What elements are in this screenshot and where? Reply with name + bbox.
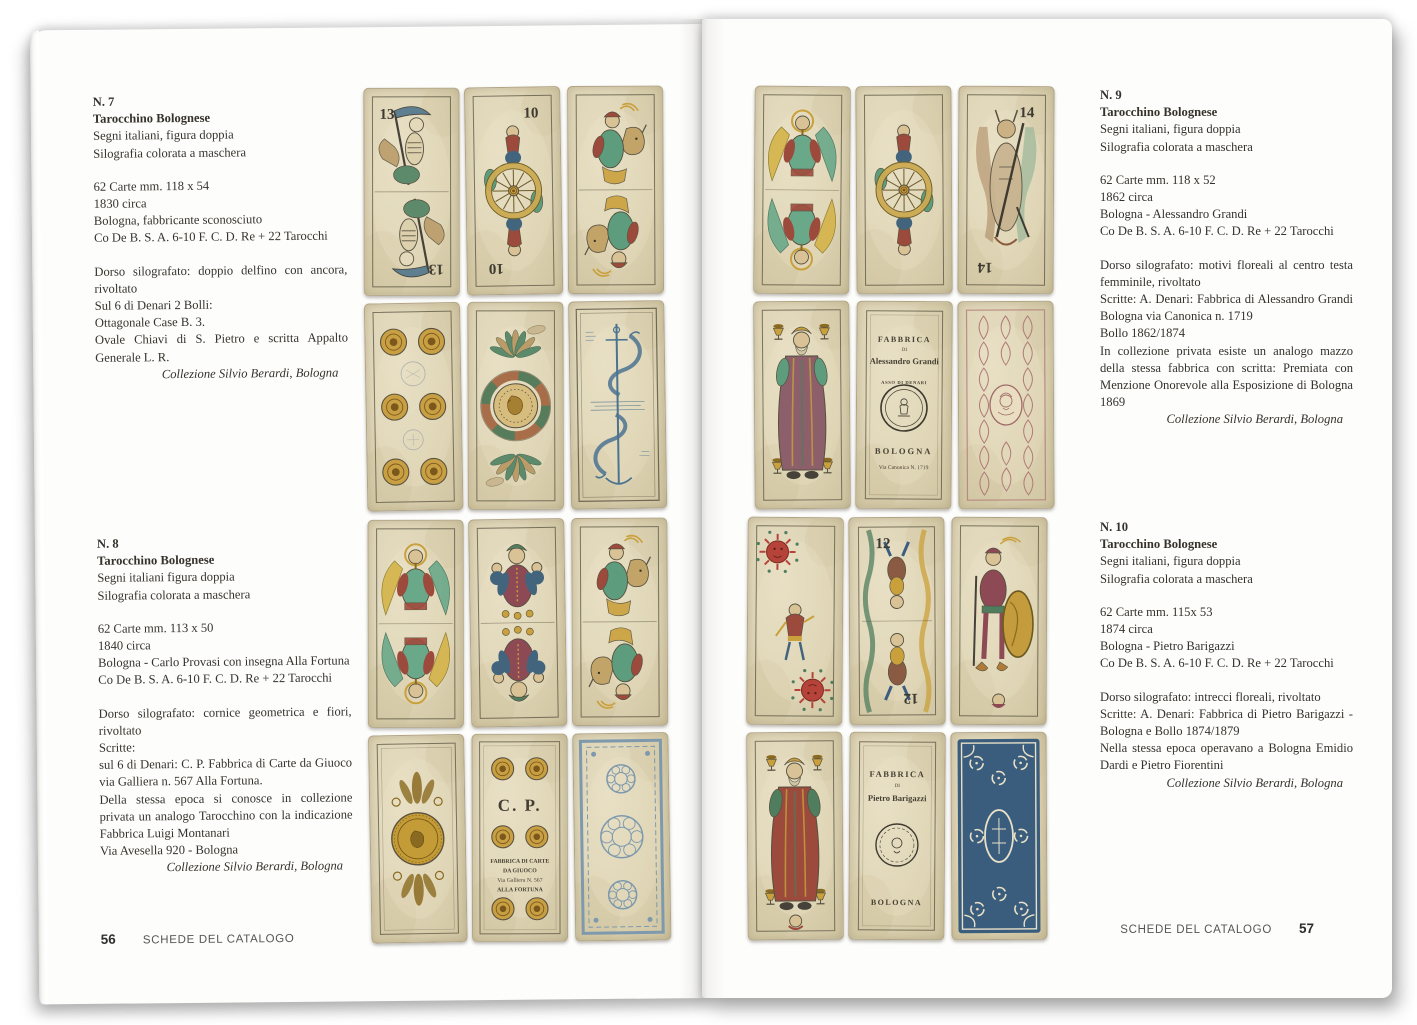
svg-text:10: 10 — [488, 259, 504, 277]
entry-collection: Collezione Silvio Berardi, Bologna — [166, 858, 344, 875]
svg-text:FABBRICA: FABBRICA — [877, 334, 932, 345]
entry-notes-line: sul 6 di Denari: C. P. Fabbrica di Carte da Giuoco via Galliera n. 567 Alla Fortuna. — [99, 755, 353, 790]
entry-number: N. 8 — [96, 536, 119, 551]
entry-specs-line: Bologna, fabbricante sconosciuto — [93, 212, 263, 229]
entry-notes — [99, 703, 353, 860]
catalog-entry-n7 — [93, 91, 349, 383]
catalog-entry-n9 — [1100, 87, 1353, 429]
entry-collection: Collezione Silvio Berardi, Bologna — [161, 365, 339, 382]
entry-specs-line: 1874 circa — [1100, 622, 1153, 637]
footer-left — [101, 930, 295, 947]
entry-technique-line: Silografia colorata a maschera — [93, 144, 247, 161]
card-n7-back-dolphins — [568, 300, 667, 509]
svg-text:12: 12 — [903, 689, 919, 706]
entry-specs-line: 1830 circa — [93, 196, 147, 211]
entry-technique-line: Segni italiani figura doppia — [97, 569, 235, 586]
entry-notes-line: Scritte: A. Denari: Fabbrica di Alessandro Grandi Bologna via Canonica n. 1719 — [1100, 292, 1353, 324]
running-head-left: SCHEDE DEL CATALOGO — [142, 932, 295, 947]
entry-specs-line: Bologna - Pietro Barigazzi — [1100, 639, 1235, 654]
svg-text:FABBRICA DI CARTE: FABBRICA DI CARTE — [490, 858, 550, 865]
card-n10-page-shield — [950, 517, 1047, 725]
entry-notes-line: Nella stessa epoca operavano a Bologna Emidio Dardi e Pietro Fiorentini — [1100, 741, 1353, 773]
svg-text:DI: DI — [901, 347, 908, 354]
entry-title: Tarocchino Bolognese — [1100, 537, 1218, 552]
svg-text:13: 13 — [428, 260, 444, 277]
entry-technique-line: Silografia colorata a maschera — [97, 586, 251, 603]
entry-technique — [97, 568, 350, 605]
entry-notes-line: Dorso silografato: doppio delfino con ancora, rivoltato — [94, 262, 348, 296]
entry-specs-line: Co De B. S. A. 6-10 F. C. D. Re + 22 Tarocchi — [1100, 224, 1334, 239]
entry-specs-line: 62 Carte mm. 115x 53 — [1100, 604, 1213, 619]
card-n9-angel — [753, 86, 851, 295]
entry-notes-line: Bollo 1862/1874 — [1100, 326, 1186, 341]
entry-technique — [93, 126, 346, 163]
entry-technique-line: Segni italiani, figura doppia — [1100, 554, 1241, 569]
svg-text:14: 14 — [1019, 105, 1035, 122]
svg-text:DI: DI — [894, 783, 901, 790]
entry-technique-line: Silografia colorata a maschera — [1100, 571, 1253, 586]
card-n8-angel — [368, 520, 464, 728]
entry-technique — [1100, 121, 1353, 155]
entry-specs-line: Bologna - Alessandro Grandi — [1100, 207, 1248, 222]
card-plate-n8 — [367, 517, 669, 941]
svg-text:12: 12 — [875, 536, 891, 553]
entry-collection: Collezione Silvio Berardi, Bologna — [1166, 775, 1343, 790]
entry-notes-line: Scritte: — [98, 740, 136, 755]
entry-specs — [1100, 604, 1353, 673]
entry-title: Tarocchino Bolognese — [92, 110, 211, 127]
entry-notes-line: Scritte: A. Denari: Fabbrica di Pietro Barigazzi - Bologna e Bollo 1874/1879 — [1100, 706, 1353, 739]
card-n7-wheel-10 — [464, 86, 563, 295]
entry-notes-line: Dorso silografato: intrecci floreali, rivoltato — [1100, 689, 1321, 704]
page-left — [30, 24, 711, 1004]
card-n10-king-cups — [746, 732, 844, 941]
svg-text:10: 10 — [523, 105, 539, 122]
entry-specs-line: 1862 circa — [1100, 190, 1153, 205]
card-n7-death-13 — [363, 88, 459, 296]
entry-notes — [1100, 257, 1353, 412]
svg-text:BOLOGNA: BOLOGNA — [870, 897, 923, 908]
entry-technique-line: Segni italiani, figura doppia — [92, 127, 234, 144]
card-plate-n10 — [747, 517, 1045, 938]
entry-notes-line: Dorso silografato: cornice geometrica e fiori, rivoltato — [98, 704, 352, 738]
catalog-entry-n10 — [1100, 519, 1353, 792]
card-n10-hanged-12 — [848, 517, 945, 726]
card-n10-sun — [746, 517, 844, 726]
entry-specs-line: 62 Carte mm. 118 x 52 — [1100, 172, 1216, 187]
running-head-right: SCHEDE DEL CATALOGO — [1120, 924, 1272, 936]
svg-text:13: 13 — [379, 106, 395, 123]
card-n10-ace-barigazzi — [848, 732, 945, 941]
card-n9-king-cups — [753, 301, 851, 510]
entry-title: Tarocchino Bolognese — [97, 552, 215, 569]
card-n9-ace-grandi — [855, 301, 952, 510]
svg-text:FABBRICA: FABBRICA — [869, 768, 926, 780]
entry-specs-line: 1840 circa — [97, 638, 151, 653]
entry-notes-line: Ovale Chiavi di S. Pietro e scritta Appalto Generale L. R. — [94, 330, 349, 365]
entry-technique-line: Silografia colorata a maschera — [1100, 139, 1253, 154]
page-number-right: 57 — [1298, 921, 1314, 936]
svg-text:Alessandro Grandi: Alessandro Grandi — [869, 355, 939, 367]
svg-text:Via Galliera N. 567: Via Galliera N. 567 — [497, 877, 543, 884]
card-n8-back-rosettes — [572, 732, 671, 941]
entry-specs-line: Co De B. S. A. 6-10 F. C. D. Re + 22 Tarocchi — [98, 671, 333, 688]
svg-text:ALLA FORTUNA: ALLA FORTUNA — [497, 887, 543, 894]
entry-specs-line: Bologna - Carlo Provasi con insegna Alla Fortuna — [98, 653, 350, 671]
card-n8-six-denari-cp — [472, 734, 569, 942]
entry-notes — [1100, 689, 1353, 775]
svg-text:DA GIUOCO: DA GIUOCO — [503, 868, 537, 875]
svg-text:C. P.: C. P. — [497, 795, 542, 815]
entry-notes-line: In collezione privata esiste un analogo mazzo della stessa fabbrica con scritta: Premiata con Menzione Onorevole alla Esposizione di Bologna 1869 — [1100, 343, 1353, 410]
card-n9-devil-14 — [957, 86, 1054, 294]
card-n8-king — [468, 518, 567, 727]
entry-specs-line: Co De B. S. A. 6-10 F. C. D. Re + 22 Tarocchi — [1100, 656, 1334, 671]
svg-text:Pietro Barigazzi: Pietro Barigazzi — [867, 792, 927, 804]
entry-specs-line: 62 Carte mm. 118 x 54 — [93, 178, 210, 194]
entry-specs — [98, 618, 352, 689]
page-right — [702, 19, 1392, 998]
card-n7-six-denari — [364, 302, 464, 512]
entry-notes-line: Dorso silografato: motivi floreali al centro testa femminile, rivoltato — [1100, 257, 1353, 289]
entry-notes-line: Ottagonale Case B. 3. — [94, 315, 206, 331]
entry-number: N. 10 — [1100, 520, 1128, 534]
entry-notes-line: Via Avesella 920 - Bologna — [99, 842, 239, 859]
catalog-entry-n8 — [97, 533, 353, 877]
card-n10-back-arabesque — [950, 732, 1047, 940]
entry-technique-line: Segni italiani, figura doppia — [1100, 122, 1241, 137]
entry-specs — [93, 176, 347, 247]
entry-specs-line: Co De B. S. A. 6-10 F. C. D. Re + 22 Tarocchi — [93, 229, 328, 246]
card-n7-ace-denari — [467, 302, 564, 510]
footer-right — [1120, 921, 1314, 936]
page-number-left: 56 — [100, 931, 116, 947]
entry-notes — [94, 261, 348, 367]
svg-text:Via Canonica N. 1719: Via Canonica N. 1719 — [878, 464, 929, 472]
svg-text:ASSO DI DENARI: ASSO DI DENARI — [881, 379, 928, 386]
svg-text:BOLOGNA: BOLOGNA — [874, 445, 933, 457]
entry-specs-line: 62 Carte mm. 113 x 50 — [97, 620, 214, 636]
entry-technique — [1100, 553, 1353, 587]
card-plate-n7 — [363, 85, 665, 509]
entry-notes-line: Sul 6 di Denari 2 Bolli: — [94, 297, 213, 313]
entry-collection: Collezione Silvio Berardi, Bologna — [1166, 412, 1343, 427]
card-n9-back-floral — [957, 301, 1054, 509]
entry-number: N. 7 — [92, 94, 115, 109]
entry-specs — [1100, 172, 1353, 241]
svg-text:14: 14 — [977, 258, 993, 275]
card-plate-n9 — [754, 86, 1052, 507]
entry-number: N. 9 — [1100, 88, 1122, 102]
card-n7-knight — [567, 86, 664, 294]
entry-notes-line: Della stessa epoca si conosce in collezione privata un analogo Tarocchino con la indicazione Fabbrica Luigi Montanari — [99, 790, 353, 841]
card-n8-knight — [571, 518, 668, 726]
card-n8-ace-medallion — [368, 734, 468, 944]
card-n9-wheel — [855, 86, 952, 295]
entry-title: Tarocchino Bolognese — [1100, 105, 1218, 120]
